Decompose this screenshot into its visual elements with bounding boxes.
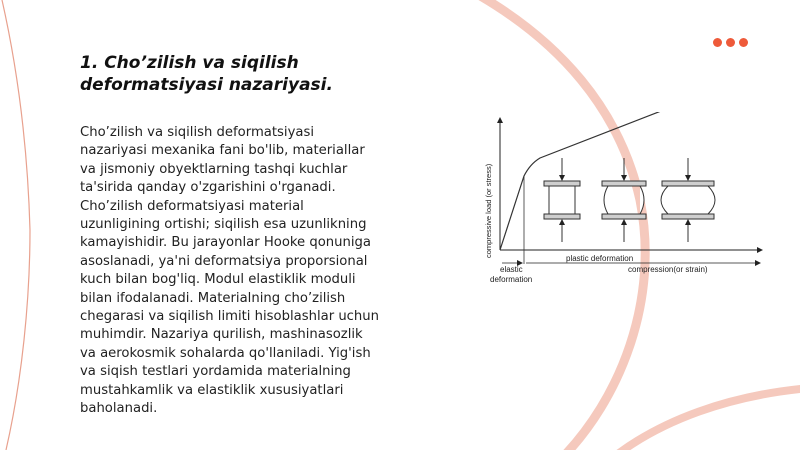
body-line: nazariyasi mexanika fani bo'lib, materiallar bbox=[80, 143, 365, 159]
body-line: kuch bilan bog'liq. Modul elastiklik moduli bbox=[80, 272, 356, 288]
body-line: muhimdir. Nazariya qurilish, mashinasozlik bbox=[80, 327, 363, 343]
elastic-label-1: elastic bbox=[500, 265, 523, 274]
body-line: mustahkamlik va elastiklik xususiyatlari bbox=[80, 382, 344, 398]
body-line: bilan ifodalanadi. Materialning cho’zilish bbox=[80, 290, 346, 306]
page-title: 1. Cho’zilish va siqilish deformatsiyasi nazariyasi. bbox=[80, 53, 333, 95]
y-axis-label: compressive load (or stress) bbox=[484, 163, 493, 258]
specimen-wide-barrel bbox=[661, 158, 715, 242]
body-paragraph bbox=[80, 124, 430, 419]
dot-icon bbox=[713, 38, 722, 47]
left-thin-line bbox=[2, 0, 30, 450]
body-line: ta'sirida qanday o'zgarishini o'rganadi. bbox=[80, 180, 336, 196]
body-line: baholanadi. bbox=[80, 401, 158, 417]
specimen-cylinder bbox=[544, 158, 580, 242]
dot-icon bbox=[739, 38, 748, 47]
body-line: asoslanadi, ya'ni deformatsiya proporsional bbox=[80, 253, 368, 269]
specimen-slight-barrel bbox=[602, 158, 646, 242]
dot-icon bbox=[726, 38, 735, 47]
stress-strain-curve bbox=[500, 112, 674, 250]
x-axis-label: compression(or strain) bbox=[628, 265, 708, 274]
bottom-arc bbox=[610, 388, 800, 450]
plastic-label: plastic deformation bbox=[566, 254, 634, 263]
compression-diagram bbox=[478, 112, 768, 290]
body-line: uzunligining ortishi; siqilish esa uzunlikning bbox=[80, 217, 367, 233]
body-line: va siqish testlari yordamida materialning bbox=[80, 364, 351, 380]
body-line: Cho’zilish deformatsiyasi material bbox=[80, 198, 304, 214]
body-line: kamayishidir. Bu jarayonlar Hooke qonuniga bbox=[80, 235, 371, 251]
body-line: va jismoniy obyektlarning tashqi kuchlar bbox=[80, 161, 348, 177]
body-line: Cho’zilish va siqilish deformatsiyasi bbox=[80, 125, 314, 140]
elastic-label-2: deformation bbox=[490, 275, 533, 284]
menu-dots bbox=[713, 38, 748, 47]
body-line: chegarasi va siqilish limiti hisoblashlar uchun bbox=[80, 309, 380, 325]
body-line: va aerokosmik sohalarda qo'llaniladi. Yig'ish bbox=[80, 345, 371, 361]
